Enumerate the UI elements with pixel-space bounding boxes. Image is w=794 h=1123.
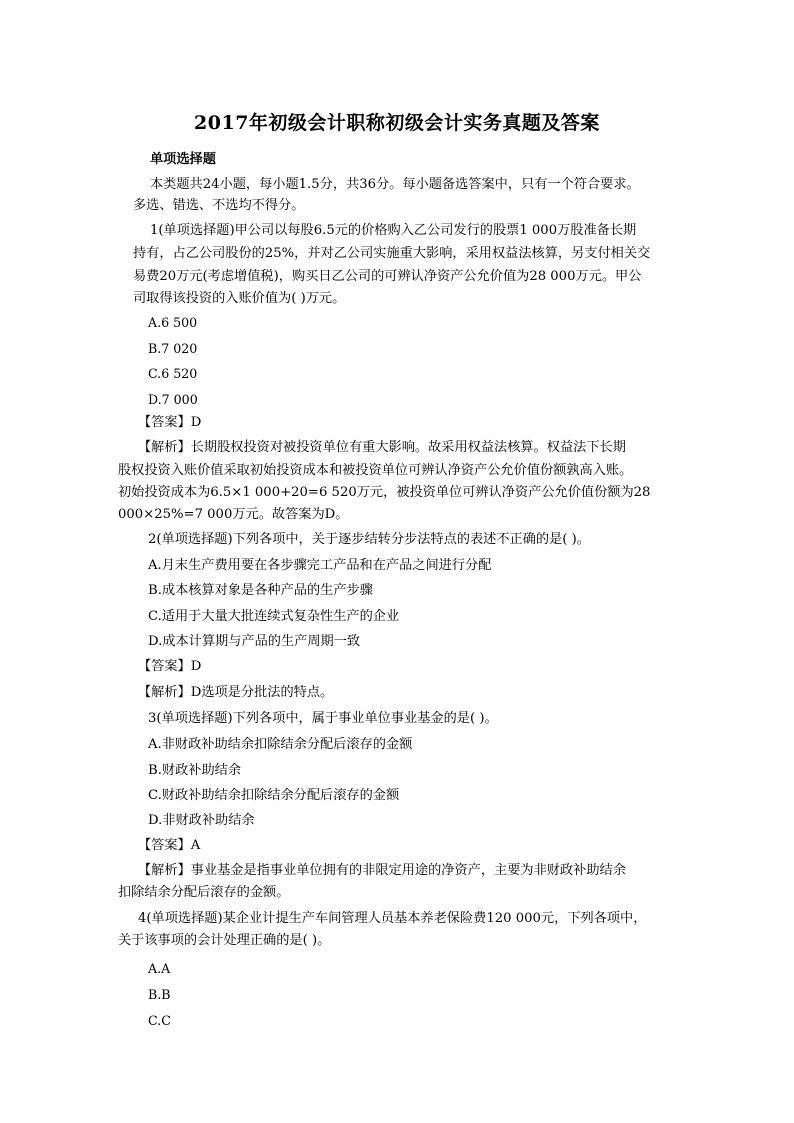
intro-line-2: 多选、错选、不选均不得分。 [133, 198, 305, 213]
q2-option-a: A.月末生产费用要在各步骤完工产品和在产品之间进行分配 [148, 558, 492, 573]
q1-option-d: D.7 000 [148, 392, 198, 407]
q3-analysis-line-1: 【解析】事业基金是指事业单位拥有的非限定用途的净资产，主要为非财政补助结余 [138, 863, 626, 878]
q4-stem-line-1: 4(单项选择题)某企业计提生产车间管理人员基本养老保险费120 000元，下列各项中， [138, 911, 647, 926]
intro-line-1: 本类题共24小题，每小题1.5分，共36分。每小题备选答案中，只有一个符合要求。 [150, 177, 640, 192]
q2-option-b: B.成本核算对象是各种产品的生产步骤 [148, 583, 373, 598]
q4-stem-line-2: 关于该事项的会计处理正确的是( )。 [118, 933, 331, 948]
q1-analysis-line-1: 【解析】长期股权投资对被投资单位有重大影响。故采用权益法核算。权益法下长期 [138, 440, 626, 455]
q3-option-b: B.财政补助结余 [148, 763, 242, 778]
q1-stem-line-2: 持有，占乙公司股份的25%，并对乙公司实施重大影响，采用权益法核算，另支付相关交 [133, 246, 651, 261]
q1-option-b: B.7 020 [148, 341, 198, 356]
q3-answer: 【答案】A [138, 838, 201, 853]
section-heading: 单项选择题 [150, 152, 216, 167]
q1-analysis-line-3: 初始投资成本为6.5×1 000+20=6 520万元，被投资单位可辨认净资产公允价值份额为28 [118, 485, 651, 500]
q1-stem-line-4: 司取得该投资的入账价值为( )万元。 [133, 291, 346, 306]
q1-option-a: A.6 500 [148, 315, 198, 330]
q4-option-a: A.A [148, 961, 171, 976]
q3-option-c: C.财政补助结余扣除结余分配后滚存的金额 [148, 788, 400, 803]
q1-stem-line-3: 易费20万元(考虑增值税)，购买日乙公司的可辨认净资产公允价值为28 000万元。甲公 [133, 269, 642, 284]
q2-option-c: C.适用于大量大批连续式复杂性生产的企业 [148, 609, 400, 624]
q2-answer: 【答案】D [138, 659, 202, 674]
document-title: 2017年初级会计职称初级会计实务真题及答案 [194, 112, 600, 134]
q2-analysis: 【解析】D选项是分批法的特点。 [138, 685, 334, 700]
q3-option-a: A.非财政补助结余扣除结余分配后滚存的金额 [148, 737, 413, 752]
q3-stem: 3(单项选择题)下列各项中，属于事业单位事业基金的是( )。 [148, 711, 498, 726]
q3-option-d: D.非财政补助结余 [148, 813, 255, 828]
q2-option-d: D.成本计算期与产品的生产周期一致 [148, 634, 361, 649]
q1-analysis-line-4: 000×25%=7 000万元。故答案为D。 [118, 507, 349, 522]
q3-analysis-line-2: 扣除结余分配后滚存的金额。 [118, 885, 290, 900]
q2-stem: 2(单项选择题)下列各项中，关于逐步结转分步法特点的表述不正确的是( )。 [148, 532, 590, 547]
q1-analysis-line-2: 股权投资入账价值采取初始投资成本和被投资单位可辨认净资产公允价值份额孰高入账。 [118, 463, 633, 478]
q4-option-b: B.B [148, 987, 171, 1002]
q4-option-c: C.C [148, 1013, 171, 1028]
q1-stem-line-1: 1(单项选择题)甲公司以每股6.5元的价格购入乙公司发行的股票1 000万股准备长期 [150, 223, 637, 238]
q1-option-c: C.6 520 [148, 366, 198, 381]
q1-answer: 【答案】D [138, 415, 202, 430]
